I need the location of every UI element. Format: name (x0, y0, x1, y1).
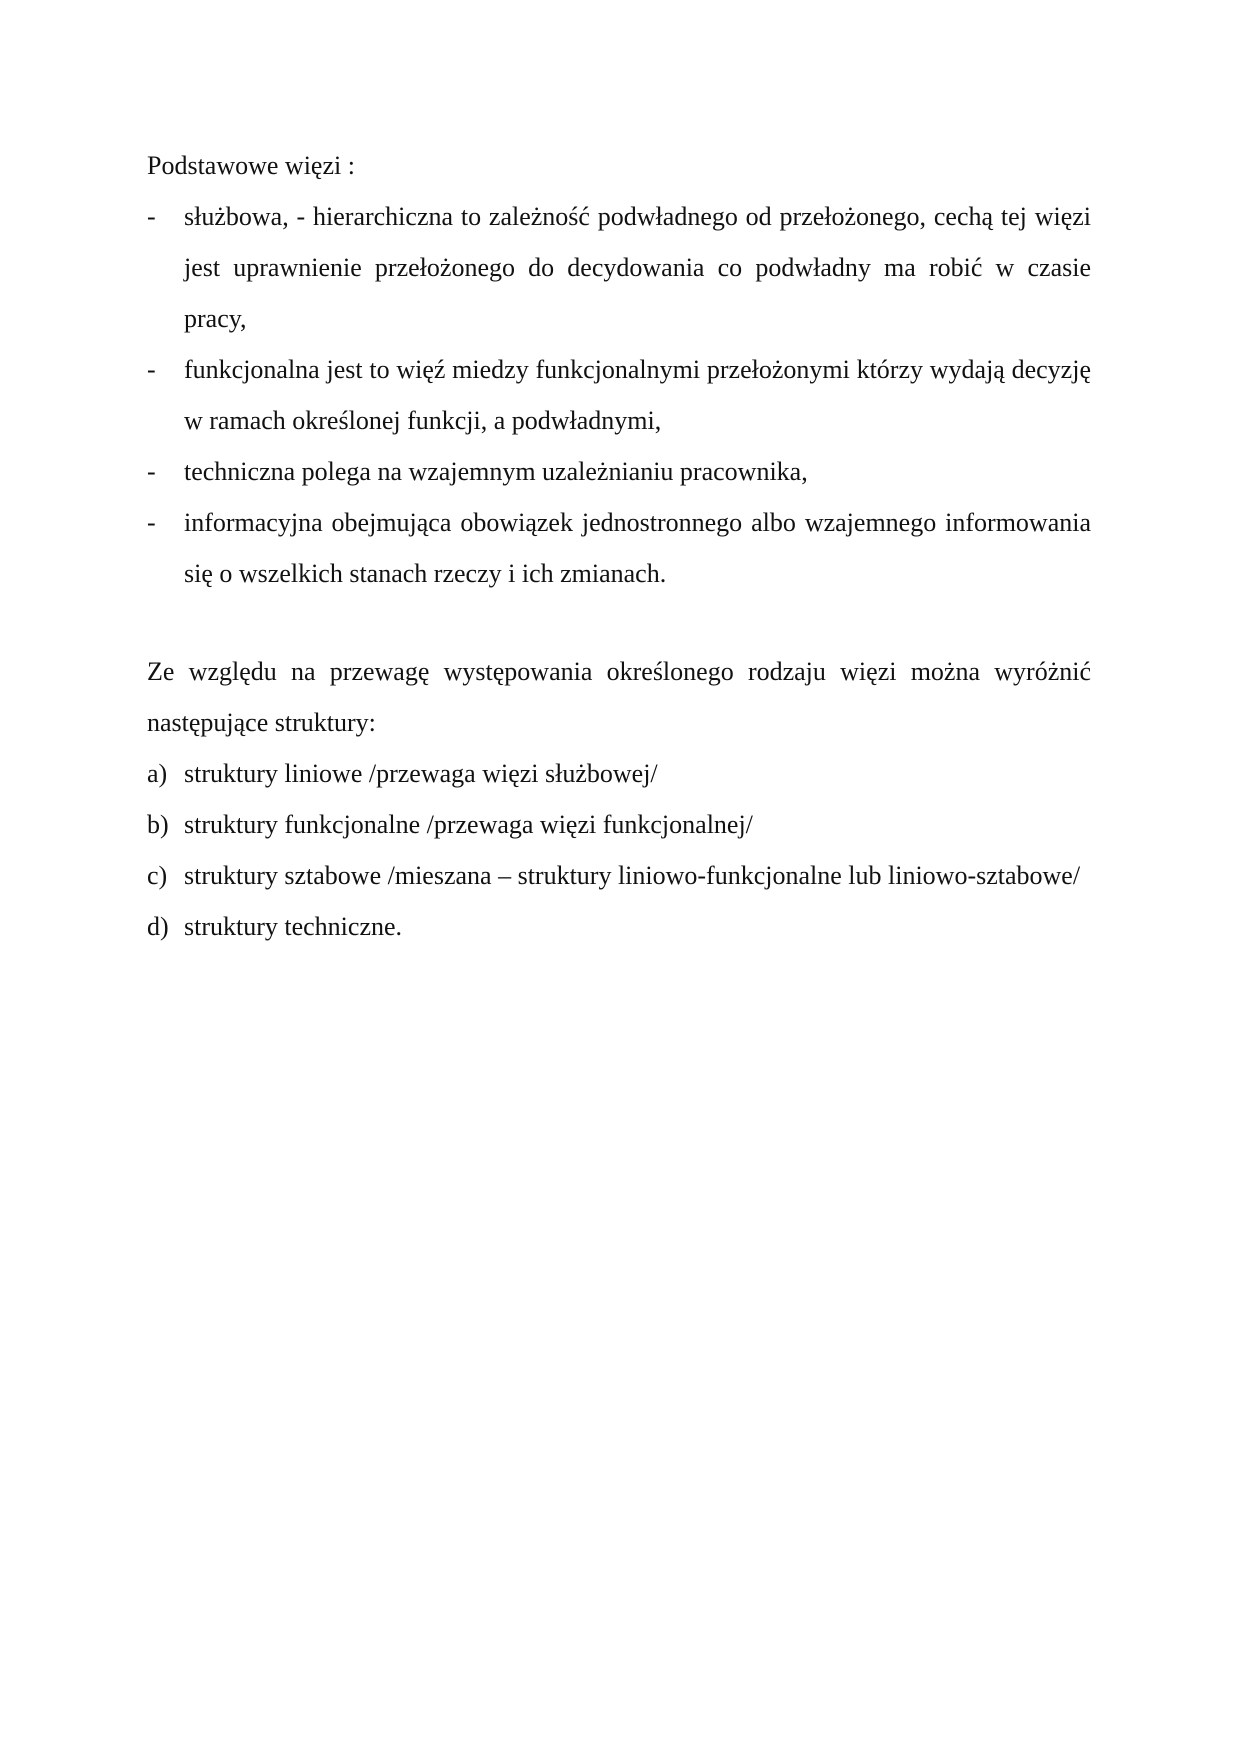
bonds-list (147, 191, 1091, 599)
list-item (147, 497, 1091, 599)
structures-list (147, 748, 1091, 952)
list-item (147, 901, 1091, 952)
list-marker: - (147, 202, 156, 231)
list-marker: - (147, 457, 156, 486)
list-item (147, 446, 1091, 497)
list-marker: c) (147, 861, 168, 890)
list-item-text: struktury techniczne. (184, 912, 403, 941)
list-marker: - (147, 508, 156, 537)
section-heading-bonds: Podstawowe więzi : (147, 151, 355, 180)
list-marker: - (147, 355, 156, 384)
list-item-text: służbowa, - hierarchiczna to zależność podwładnego od przełożonego, cechą tej więzi jest uprawnienie przełożonego do decydowania co podwładny ma robić w czasie pracy, (184, 202, 1091, 333)
list-marker: d) (147, 912, 169, 941)
list-item-text: struktury sztabowe /mieszana – struktury liniowo-funkcjonalne lub liniowo-sztabowe/ (184, 861, 1081, 890)
paragraph-spacer (147, 599, 1091, 646)
list-marker: b) (147, 810, 169, 839)
list-item (147, 748, 1091, 799)
list-item-text: funkcjonalna jest to więź miedzy funkcjonalnymi przełożonymi którzy wydają decyzję w ramach określonej funkcji, a podwładnymi, (184, 355, 1091, 435)
document-body (147, 140, 1091, 952)
list-item (147, 850, 1091, 901)
list-marker: a) (147, 759, 168, 788)
list-item-text: informacyjna obejmująca obowiązek jednostronnego albo wzajemnego informowania się o wszelkich stanach rzeczy i ich zmianach. (184, 508, 1091, 588)
list-item (147, 191, 1091, 344)
list-item-text: struktury liniowe /przewaga więzi służbowej/ (184, 759, 658, 788)
list-item-text: struktury funkcjonalne /przewaga więzi funkcjonalnej/ (184, 810, 753, 839)
list-item-text: techniczna polega na wzajemnym uzależnianiu pracownika, (184, 457, 808, 486)
list-item (147, 344, 1091, 446)
list-item (147, 799, 1091, 850)
structures-intro: Ze względu na przewagę występowania określonego rodzaju więzi można wyróżnić następujące struktury: (147, 657, 1091, 737)
